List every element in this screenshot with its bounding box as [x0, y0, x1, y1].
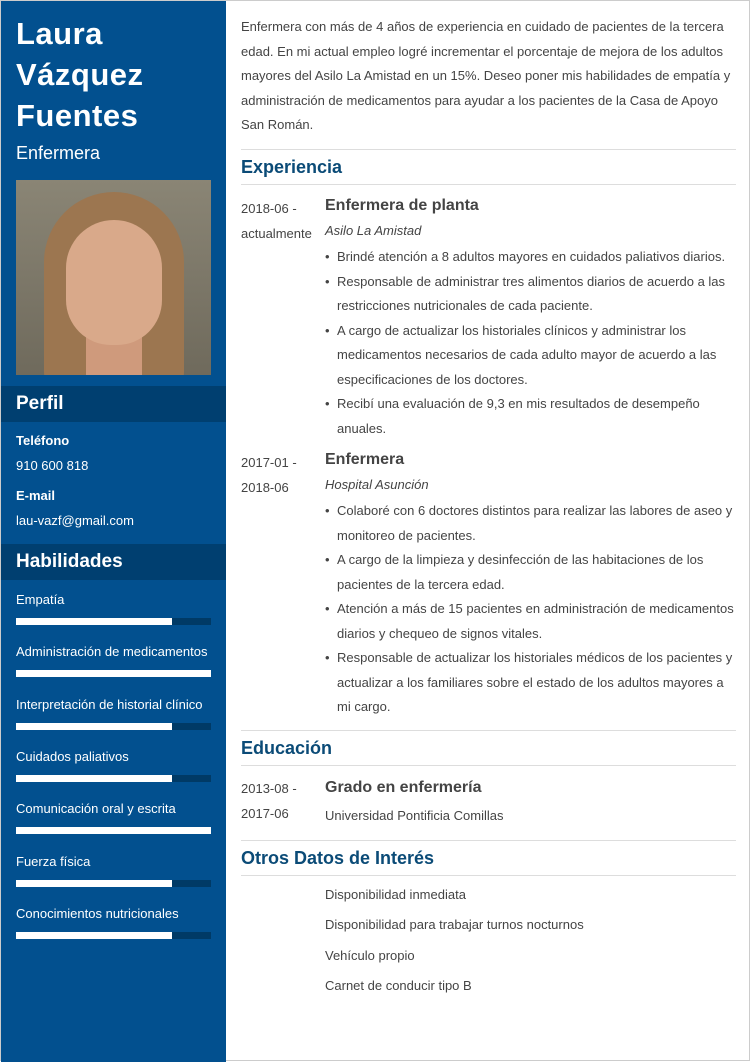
job-company: Hospital Asunción [325, 477, 429, 492]
skill-name: Comunicación oral y escrita [16, 801, 176, 817]
job-bullets [325, 499, 735, 720]
profile-photo [16, 180, 211, 375]
skill-item [16, 749, 211, 782]
bullet: • A cargo de la limpieza y desinfección de las habitaciones de los pacientes de la tercera edad. [325, 548, 735, 597]
school: Universidad Pontificia Comillas [325, 808, 504, 823]
other-item: Vehículo propio [325, 947, 415, 963]
job-company: Asilo La Amistad [325, 223, 422, 238]
skill-item [16, 644, 211, 677]
bullet: • Brindé atención a 8 adultos mayores en cuidados paliativos diarios. [325, 245, 735, 270]
email-label: E-mail [16, 488, 56, 503]
education-heading: Educación [241, 730, 736, 766]
skill-name: Administración de medicamentos [16, 644, 208, 660]
bullet: • Colaboré con 6 doctores distintos para realizar las labores de aseo y monitoreo de pacientes. [325, 499, 735, 548]
other-heading: Otros Datos de Interés [241, 840, 736, 876]
other-item: Disponibilidad inmediata [325, 887, 466, 902]
skill-bar-fill [16, 932, 172, 939]
bullet: • Atención a más de 15 pacientes en administración de medicamentos diarios y chequeo de signos vitales. [325, 597, 735, 646]
degree: Grado en enfermería [325, 779, 482, 796]
summary: Enfermera con más de 4 años de experiencia en cuidado de pacientes de la tercera edad. En mi actual empleo logré incrementar el porcentaje de mejora de los adultos mayores del Asilo La Amistad en un 15%. Deseo poner mis habilidades de empatía y administración de medicamentos para ayudar a los pacientes de la Casa de Apoyo San Román. [241, 19, 731, 132]
skills-heading: Habilidades [1, 544, 226, 580]
phone-value: 910 600 818 [16, 458, 89, 473]
skill-item [16, 854, 211, 887]
education-date: 2013-08 - 2017-06 [241, 781, 297, 821]
other-item: Carnet de conducir tipo B [325, 977, 472, 993]
skill-name: Empatía [16, 592, 65, 607]
email-value[interactable]: lau-vazf@gmail.com [16, 513, 134, 528]
skill-bar [16, 880, 211, 887]
skill-bar-fill [16, 618, 172, 625]
skill-bar [16, 775, 211, 782]
skill-bar-fill [16, 723, 172, 730]
bullet: • Responsable de administrar tres alimentos diarios de acuerdo a las restricciones nutricionales de cada paciente. [325, 270, 735, 319]
phone-label: Teléfono [16, 433, 70, 448]
candidate-name [16, 13, 144, 136]
skill-bar-fill [16, 827, 211, 834]
skill-bar [16, 932, 211, 939]
skill-item [16, 592, 211, 625]
bullet: • Responsable de actualizar los historiales médicos de los pacientes y actualizar a los familiares sobre el estado de los adultos mayores a mi cargo. [325, 646, 735, 720]
job-bullets [325, 245, 735, 441]
skill-bar [16, 618, 211, 625]
skill-bar-fill [16, 775, 172, 782]
skill-name: Cuidados paliativos [16, 748, 129, 764]
skill-item [16, 801, 211, 834]
name-line: Fuentes [16, 98, 139, 133]
skill-item [16, 906, 211, 939]
skill-name: Fuerza física [16, 853, 91, 869]
bullet: • A cargo de actualizar los historiales clínicos y administrar los medicamentos necesarios de cada adulto mayor de acuerdo a las especificaciones de los doctores. [325, 319, 735, 393]
candidate-role: Enfermera [16, 143, 101, 163]
job-date: 2018-06 - actualmente [241, 201, 312, 241]
skill-bar [16, 670, 211, 677]
job-title: Enfermera de planta [325, 197, 479, 214]
bullet: • Recibí una evaluación de 9,3 en mis resultados de desempeño anuales. [325, 392, 735, 441]
other-item: Disponibilidad para trabajar turnos nocturnos [325, 917, 584, 933]
skill-bar [16, 827, 211, 834]
job-date: 2017-01 - 2018-06 [241, 455, 297, 495]
name-line: Laura [16, 16, 103, 51]
sidebar [1, 1, 226, 1062]
name-line: Vázquez [16, 57, 144, 92]
skill-name: Interpretación de historial clínico [16, 696, 203, 712]
job-title: Enfermera [325, 451, 405, 468]
skill-bar-fill [16, 670, 211, 677]
skill-item [16, 697, 211, 730]
perfil-heading: Perfil [1, 386, 226, 422]
experience-heading: Experiencia [241, 149, 736, 185]
skill-bar-fill [16, 880, 172, 887]
skill-bar [16, 723, 211, 730]
skill-name: Conocimientos nutricionales [16, 905, 179, 921]
